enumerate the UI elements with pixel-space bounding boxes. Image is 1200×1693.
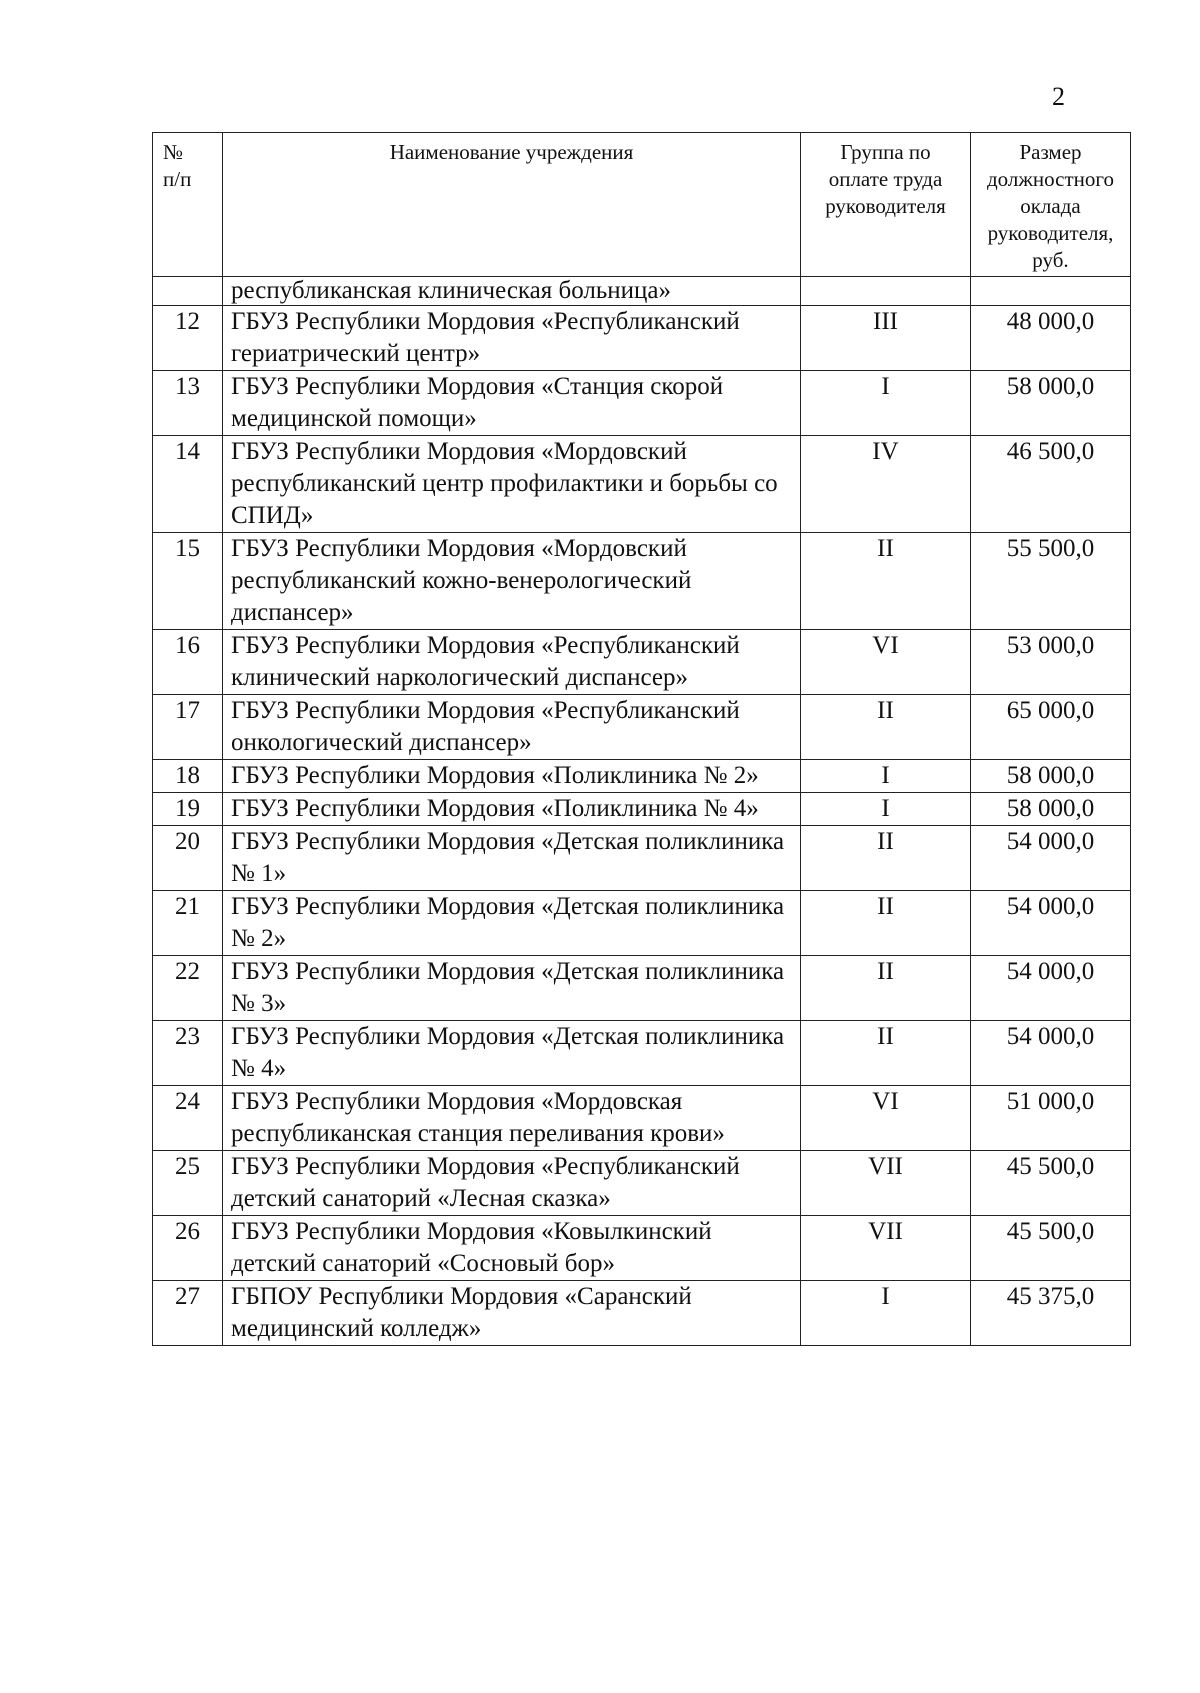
table-row	[153, 1021, 1131, 1086]
cell-num: 27	[153, 1281, 223, 1346]
cell-num: 15	[153, 533, 223, 630]
table-row	[153, 306, 1131, 371]
cell-group: II	[801, 695, 971, 760]
header-name	[223, 133, 801, 277]
cell-num: 23	[153, 1021, 223, 1086]
cell-salary: 45 500,0	[971, 1216, 1131, 1281]
cell-group: III	[801, 306, 971, 371]
table-row	[153, 1216, 1131, 1281]
cell-name: ГБУЗ Республики Мордовия «Детская поликлиника № 2»	[223, 891, 801, 956]
cell-salary: 45 500,0	[971, 1151, 1131, 1216]
cell-group: II	[801, 1021, 971, 1086]
cell-group: VII	[801, 1216, 971, 1281]
cell-num: 20	[153, 826, 223, 891]
header-salary-line: руб.	[1032, 248, 1069, 272]
cell-num: 17	[153, 695, 223, 760]
header-salary-line: должностного	[987, 167, 1114, 191]
cell-name: ГБУЗ Республики Мордовия «Мордовский республиканский кожно-венерологический диспансер»	[223, 533, 801, 630]
table-row	[153, 533, 1131, 630]
header-group-line: руководителя	[825, 194, 946, 218]
header-salary	[971, 133, 1131, 277]
cell-name: ГБУЗ Республики Мордовия «Мордовская республиканская станция переливания крови»	[223, 1086, 801, 1151]
cell-group: IV	[801, 436, 971, 533]
cell-num: 14	[153, 436, 223, 533]
cell-num: 26	[153, 1216, 223, 1281]
table-row	[153, 826, 1131, 891]
cell-num: 18	[153, 760, 223, 793]
cell-name: ГБУЗ Республики Мордовия «Поликлиника № 2»	[223, 760, 801, 793]
cell-name: ГБУЗ Республики Мордовия «Мордовский республиканский центр профилактики и борьбы со СПИД»	[223, 436, 801, 533]
cell-name: ГБУЗ Республики Мордовия «Детская поликлиника № 4»	[223, 1021, 801, 1086]
cell-group: I	[801, 371, 971, 436]
cell-num: 13	[153, 371, 223, 436]
cell-name: ГБУЗ Республики Мордовия «Ковылкинский детский санаторий «Сосновый бор»	[223, 1216, 801, 1281]
cell-name: ГБУЗ Республики Мордовия «Республиканский онкологический диспансер»	[223, 695, 801, 760]
page-number: 2	[1052, 82, 1065, 111]
cell-salary: 54 000,0	[971, 956, 1131, 1021]
cell-num: 25	[153, 1151, 223, 1216]
cell-salary: 54 000,0	[971, 1021, 1131, 1086]
cell-name: ГБУЗ Республики Мордовия «Детская поликлиника № 3»	[223, 956, 801, 1021]
cell-salary: 51 000,0	[971, 1086, 1131, 1151]
cell-salary: 54 000,0	[971, 891, 1131, 956]
table-row	[153, 891, 1131, 956]
cell-name: республиканская клиническая больница»	[223, 277, 801, 306]
table-row	[153, 1086, 1131, 1151]
header-salary-line: Размер	[1019, 140, 1082, 164]
table-row	[153, 956, 1131, 1021]
cell-name: ГБУЗ Республики Мордовия «Станция скорой медицинской помощи»	[223, 371, 801, 436]
cell-group: II	[801, 956, 971, 1021]
cell-name: ГБУЗ Республики Мордовия «Республиканский детский санаторий «Лесная сказка»	[223, 1151, 801, 1216]
cell-group: I	[801, 793, 971, 826]
header-num-line: №	[163, 140, 184, 164]
table-row	[153, 371, 1131, 436]
cell-salary: 65 000,0	[971, 695, 1131, 760]
header-num	[153, 133, 223, 277]
cell-salary	[971, 277, 1131, 306]
cell-salary: 53 000,0	[971, 630, 1131, 695]
table-row	[153, 630, 1131, 695]
cell-name: ГБУЗ Республики Мордовия «Детская поликлиника № 1»	[223, 826, 801, 891]
header-group-line: Группа по	[840, 140, 931, 164]
cell-salary: 58 000,0	[971, 371, 1131, 436]
cell-num: 21	[153, 891, 223, 956]
cell-name: ГБУЗ Республики Мордовия «Республиканский гериатрический центр»	[223, 306, 801, 371]
header-group-line: оплате труда	[828, 167, 943, 191]
cell-group: II	[801, 533, 971, 630]
cell-group: VI	[801, 1086, 971, 1151]
cell-num	[153, 277, 223, 306]
table-row	[153, 695, 1131, 760]
cell-group: VII	[801, 1151, 971, 1216]
table-row	[153, 1281, 1131, 1346]
cell-salary: 55 500,0	[971, 533, 1131, 630]
cell-salary: 54 000,0	[971, 826, 1131, 891]
cell-group: VI	[801, 630, 971, 695]
cell-num: 24	[153, 1086, 223, 1151]
cell-num: 19	[153, 793, 223, 826]
cell-num: 16	[153, 630, 223, 695]
cell-salary: 58 000,0	[971, 793, 1131, 826]
cell-name: ГБПОУ Республики Мордовия «Саранский медицинский колледж»	[223, 1281, 801, 1346]
cell-group	[801, 277, 971, 306]
header-salary-line: руководителя,	[987, 221, 1114, 245]
table-row-continuation	[153, 277, 1131, 306]
cell-name: ГБУЗ Республики Мордовия «Поликлиника № 4»	[223, 793, 801, 826]
table-row	[153, 793, 1131, 826]
cell-salary: 48 000,0	[971, 306, 1131, 371]
cell-group: II	[801, 826, 971, 891]
cell-salary: 58 000,0	[971, 760, 1131, 793]
header-name-line: Наименование учреждения	[389, 140, 634, 164]
cell-num: 12	[153, 306, 223, 371]
cell-group: I	[801, 1281, 971, 1346]
header-num-line: п/п	[163, 167, 192, 191]
table-row	[153, 436, 1131, 533]
cell-salary: 46 500,0	[971, 436, 1131, 533]
cell-name: ГБУЗ Республики Мордовия «Республиканский клинический наркологический диспансер»	[223, 630, 801, 695]
cell-salary: 45 375,0	[971, 1281, 1131, 1346]
table-row	[153, 760, 1131, 793]
table-header-row	[153, 133, 1131, 277]
salary-table	[152, 132, 1131, 1346]
header-salary-line: оклада	[1020, 194, 1081, 218]
cell-group: I	[801, 760, 971, 793]
cell-num: 22	[153, 956, 223, 1021]
header-group	[801, 133, 971, 277]
cell-group: II	[801, 891, 971, 956]
table-row	[153, 1151, 1131, 1216]
